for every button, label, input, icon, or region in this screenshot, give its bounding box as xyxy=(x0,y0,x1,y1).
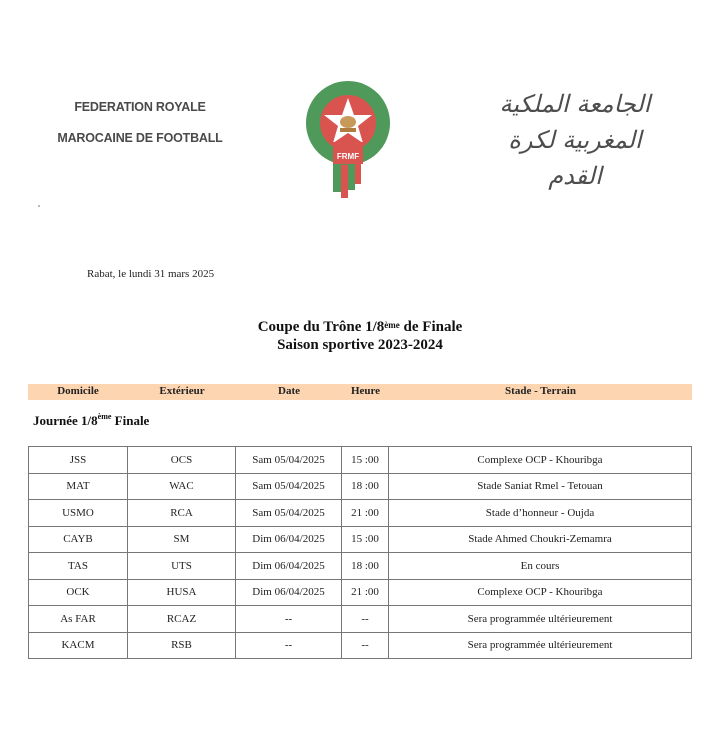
date-cell: Dim 06/04/2025 xyxy=(236,579,342,606)
away-team-cell: WAC xyxy=(128,473,236,500)
away-team-cell: OCS xyxy=(128,447,236,474)
federation-name-arabic xyxy=(480,86,670,194)
away-team-cell: RSB xyxy=(128,632,236,659)
fixtures-table xyxy=(28,446,692,659)
away-team-cell: SM xyxy=(128,526,236,553)
title-line1: Coupe du Trône 1/8ème de Finale xyxy=(257,319,463,335)
document-date: Rabat, le lundi 31 mars 2025 xyxy=(87,268,215,280)
home-team-cell: TAS xyxy=(29,553,128,580)
date-cell: -- xyxy=(236,632,342,659)
venue-cell: En cours xyxy=(389,553,692,580)
venue-cell: Stade Saniat Rmel - Tetouan xyxy=(389,473,692,500)
away-team-cell: RCAZ xyxy=(128,606,236,633)
date-cell: Sam 05/04/2025 xyxy=(236,447,342,474)
table-row xyxy=(29,500,692,527)
venue-cell: Stade d’honneur - Oujda xyxy=(389,500,692,527)
federation-name-line1: FEDERATION ROYALE xyxy=(74,100,206,114)
table-row xyxy=(29,632,692,659)
home-team-cell: OCK xyxy=(29,579,128,606)
scan-mark xyxy=(38,205,40,207)
document-title xyxy=(0,318,720,354)
logo-text: FRMF xyxy=(336,152,360,161)
table-row xyxy=(29,553,692,580)
frmf-logo-icon xyxy=(303,78,393,198)
date-cell: Dim 06/04/2025 xyxy=(236,553,342,580)
away-team-cell: HUSA xyxy=(128,579,236,606)
time-cell: 18 :00 xyxy=(342,553,389,580)
venue-cell: Sera programmée ultérieurement xyxy=(389,606,692,633)
venue-cell: Stade Ahmed Choukri-Zemamra xyxy=(389,526,692,553)
column-header-date: Date xyxy=(278,385,300,397)
federation-name xyxy=(50,92,230,154)
home-team-cell: USMO xyxy=(29,500,128,527)
time-cell: 15 :00 xyxy=(342,526,389,553)
arabic-name-line1: الجامعة الملكية xyxy=(499,90,651,118)
time-cell: 18 :00 xyxy=(342,473,389,500)
round-title: Journée 1/8ème Finale xyxy=(33,412,150,428)
title-line2: Saison sportive 2023-2024 xyxy=(277,337,443,353)
time-cell: 15 :00 xyxy=(342,447,389,474)
arabic-name-line2: المغربية لكرة القدم xyxy=(508,126,642,190)
federation-name-line2: MAROCAINE DE FOOTBALL xyxy=(57,131,223,145)
away-team-cell: RCA xyxy=(128,500,236,527)
home-team-cell: CAYB xyxy=(29,526,128,553)
date-cell: Dim 06/04/2025 xyxy=(236,526,342,553)
home-team-cell: JSS xyxy=(29,447,128,474)
time-cell: 21 :00 xyxy=(342,579,389,606)
away-team-cell: UTS xyxy=(128,553,236,580)
venue-cell: Complexe OCP - Khouribga xyxy=(389,447,692,474)
table-row xyxy=(29,473,692,500)
column-header-away: Extérieur xyxy=(159,385,205,397)
column-header-venue: Stade - Terrain xyxy=(505,385,576,397)
date-cell: Sam 05/04/2025 xyxy=(236,473,342,500)
time-cell: -- xyxy=(342,606,389,633)
date-cell: -- xyxy=(236,606,342,633)
home-team-cell: KACM xyxy=(29,632,128,659)
time-cell: 21 :00 xyxy=(342,500,389,527)
column-header-time: Heure xyxy=(350,385,381,397)
table-row xyxy=(29,579,692,606)
table-row xyxy=(29,526,692,553)
home-team-cell: MAT xyxy=(29,473,128,500)
column-header-home: Domicile xyxy=(57,385,99,397)
time-cell: -- xyxy=(342,632,389,659)
venue-cell: Sera programmée ultérieurement xyxy=(389,632,692,659)
date-cell: Sam 05/04/2025 xyxy=(236,500,342,527)
table-row xyxy=(29,447,692,474)
table-header xyxy=(28,384,692,400)
table-row xyxy=(29,606,692,633)
home-team-cell: As FAR xyxy=(29,606,128,633)
venue-cell: Complexe OCP - Khouribga xyxy=(389,579,692,606)
